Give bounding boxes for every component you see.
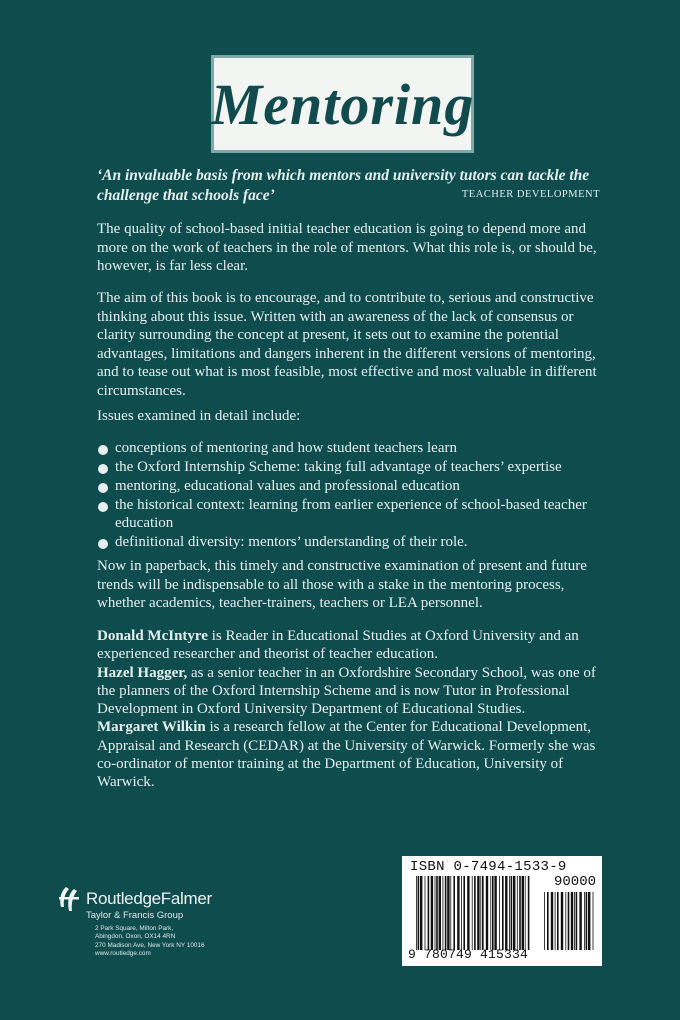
addon-barcode-bars bbox=[544, 892, 594, 950]
list-item: the historical context: learning from earlier experience of school-based teacher education bbox=[97, 496, 609, 532]
barcode-bar bbox=[420, 876, 422, 950]
barcode-bar bbox=[593, 892, 594, 950]
barcode-bar bbox=[461, 876, 462, 950]
barcode-bar bbox=[544, 892, 545, 950]
barcode-bar bbox=[447, 876, 449, 950]
quote-source: TEACHER DEVELOPMENT bbox=[461, 189, 600, 200]
barcode-bar bbox=[505, 876, 507, 950]
address-line: www.routledge.com bbox=[95, 949, 151, 957]
barcode-bar bbox=[517, 876, 518, 950]
barcode-bar bbox=[579, 892, 581, 950]
paragraph-closing: Now in paperback, this timely and constructive examination of present and future trends will be indispensable to all those with a stake in the mentoring process, whether academics, teacher-trainers, teachers or LEA personnel. bbox=[97, 558, 587, 611]
barcode-bar bbox=[494, 876, 496, 950]
barcode-bar bbox=[509, 876, 510, 950]
barcode-bar bbox=[586, 892, 588, 950]
review-quote: ‘An invaluable basis from which mentors and university tutors can tackle the challenge that schools face’ bbox=[97, 167, 590, 204]
author-bio-text: as a senior teacher in an Oxfordshire Secondary School, was one of the planners of the Oxford Internship Scheme and is now Tutor in Professional Development in Oxford University Department of Educational Studies. bbox=[97, 664, 596, 718]
barcode-bar bbox=[490, 876, 491, 950]
barcode-bar bbox=[416, 876, 417, 950]
publisher-group: Taylor & Francis Group bbox=[86, 910, 184, 921]
ean-number: 9 780749 415334 bbox=[408, 947, 529, 962]
barcode-bar bbox=[457, 876, 459, 950]
author-name: Hazel Hagger, bbox=[97, 664, 188, 681]
barcode-bar bbox=[428, 876, 430, 950]
paragraph-issues-heading: Issues examined in detail include: bbox=[97, 408, 301, 424]
author-bio-text: is Reader in Educational Studies at Oxford University and an experienced researcher and theorist of teacher education. bbox=[97, 628, 579, 663]
barcode-bar bbox=[482, 876, 484, 950]
author-name: Donald McIntyre bbox=[97, 628, 208, 644]
barcode-bar bbox=[584, 892, 585, 950]
barcode-bar bbox=[492, 876, 494, 950]
barcode-bar bbox=[561, 892, 563, 950]
barcode-bar bbox=[513, 876, 515, 950]
author-bio-text: is a research fellow at the Center for Educational Development, Appraisal and Research (CEDAR) at the University of Warwick. Formerly she was co-ordinator of mentor training at the Department of Education, University of Warwick. bbox=[97, 719, 596, 791]
barcode-bar bbox=[477, 876, 479, 950]
barcode-bars bbox=[416, 876, 532, 950]
barcode-bar bbox=[435, 876, 436, 950]
barcode-bar bbox=[474, 876, 476, 950]
barcode-bar bbox=[439, 876, 441, 950]
publisher-address bbox=[95, 925, 285, 958]
barcode-bar bbox=[555, 892, 556, 950]
barcode-bar bbox=[418, 876, 420, 950]
barcode-bar bbox=[436, 876, 438, 950]
barcode-bar bbox=[431, 876, 433, 950]
barcode-bar bbox=[528, 876, 530, 950]
barcode-bar bbox=[557, 892, 559, 950]
isbn-number: ISBN 0-7494-1533-9 bbox=[410, 859, 567, 875]
address-line: Abingdon, Oxon, OX14 4RN bbox=[95, 933, 176, 941]
barcode-bar bbox=[525, 876, 526, 950]
barcode-bar bbox=[571, 892, 573, 950]
author-bio bbox=[97, 627, 609, 664]
address-line: 2 Park Square, Milton Park, bbox=[95, 925, 174, 932]
barcode-bar bbox=[522, 876, 524, 950]
barcode-bar bbox=[480, 876, 481, 950]
issues-list bbox=[97, 439, 609, 552]
list-item: mentoring, educational values and professional education bbox=[97, 477, 609, 495]
barcode-bar bbox=[450, 876, 451, 950]
barcode-bar bbox=[453, 876, 455, 950]
address-line: 270 Madison Ave, New York NY 10016 bbox=[95, 941, 205, 949]
paragraph-intro: The quality of school-based initial teacher education is going to depend more and more on the work of teachers in the role of mentors. What this role is, or should be, however, is far less clear. bbox=[97, 221, 597, 274]
isbn-barcode bbox=[402, 856, 602, 966]
title-box bbox=[211, 55, 474, 153]
book-title: Mentoring bbox=[210, 71, 475, 137]
barcode-bar bbox=[443, 876, 444, 950]
barcode-bar bbox=[574, 892, 575, 950]
barcode-bar bbox=[519, 876, 521, 950]
barcode-bar bbox=[486, 876, 488, 950]
barcode-bar bbox=[467, 876, 469, 950]
publisher-name: RoutledgeFalmer bbox=[86, 889, 212, 908]
barcode-bar bbox=[425, 876, 426, 950]
list-item: conceptions of mentoring and how student teachers learn bbox=[97, 439, 609, 457]
barcode-bar bbox=[576, 892, 578, 950]
author-name: Margaret Wilkin bbox=[97, 719, 206, 736]
barcode-bar bbox=[472, 876, 473, 950]
barcode-bar bbox=[547, 892, 549, 950]
list-item: the Oxford Internship Scheme: taking full advantage of teachers’ expertise bbox=[97, 458, 609, 476]
barcode-bar bbox=[463, 876, 465, 950]
barcode-bar bbox=[568, 892, 570, 950]
barcode-bar bbox=[502, 876, 504, 950]
barcode-bar bbox=[499, 876, 500, 950]
routledge-logo-icon bbox=[57, 885, 81, 917]
author-bio bbox=[97, 718, 609, 791]
price-code: 90000 bbox=[553, 874, 596, 890]
list-item: definitional diversity: mentors’ understanding of their role. bbox=[97, 533, 609, 551]
author-bios bbox=[97, 627, 609, 792]
barcode-bar bbox=[445, 876, 447, 950]
barcode-bar bbox=[565, 892, 566, 950]
author-bio bbox=[97, 664, 609, 719]
barcode-bar bbox=[551, 892, 553, 950]
barcode-bar bbox=[588, 892, 590, 950]
paragraph-aim: The aim of this book is to encourage, and to contribute to, serious and constructive thinking about this issue. Written with an awareness of the lack of consensus or clarity surrounding the concept at present, it sets out to examine the potential advantages, limitations and dangers inherent in the different versions of mentoring, and to tease out what is most feasible, most effective and most valuable in different circumstances. bbox=[97, 290, 597, 399]
barcode-bar bbox=[511, 876, 513, 950]
